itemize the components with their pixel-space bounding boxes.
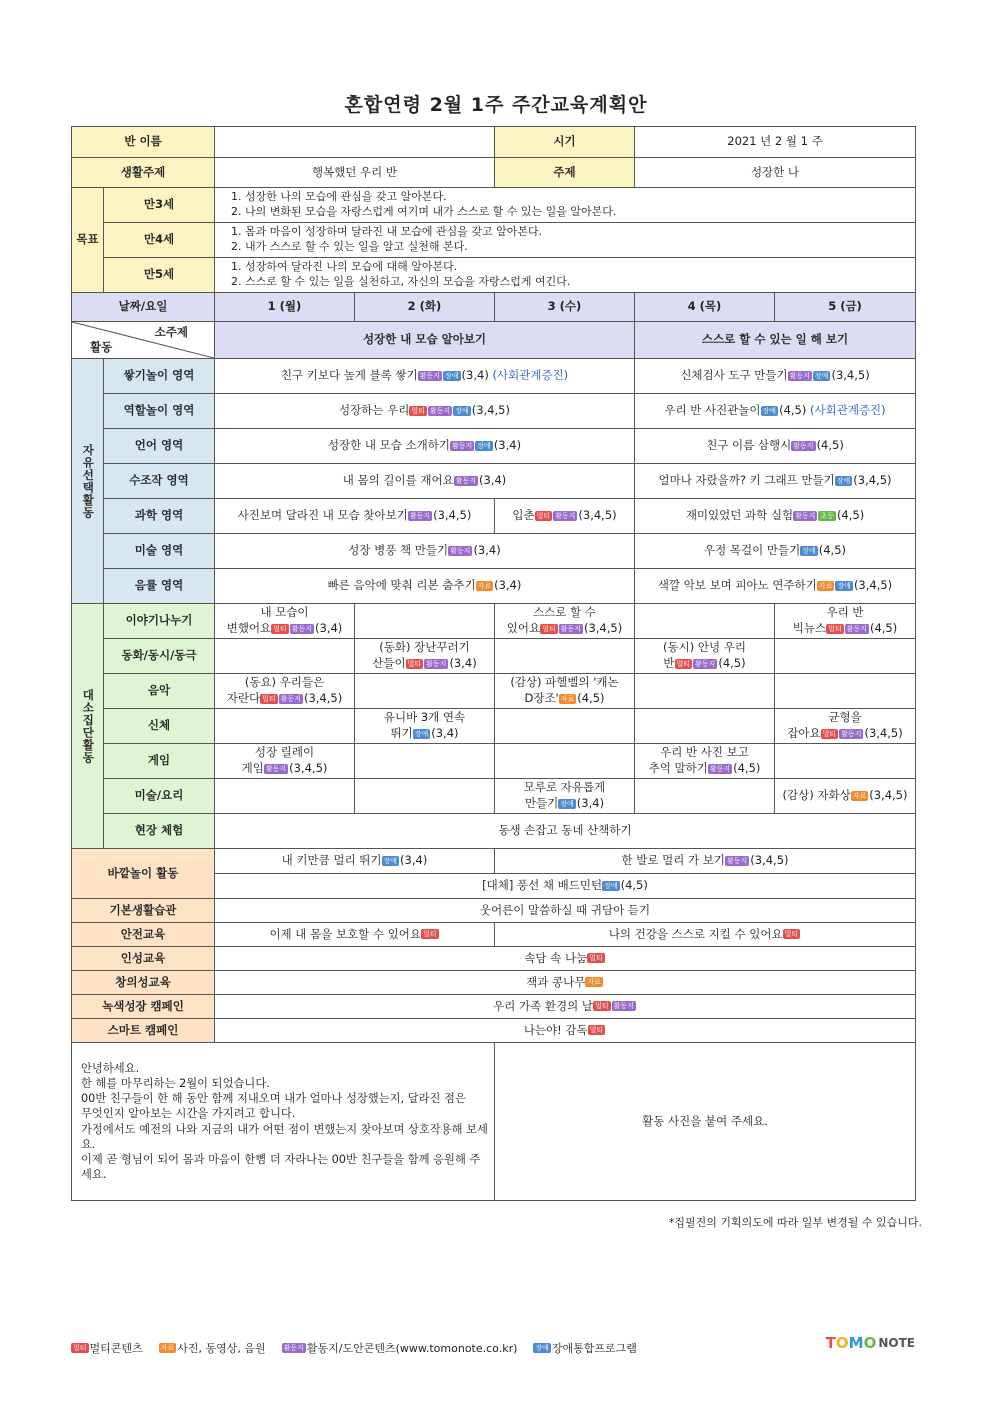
ages: (3,4) bbox=[478, 473, 507, 488]
period-value: 2021 년 2 월 1 주 bbox=[635, 127, 916, 158]
field-trip-label: 현장 체험 bbox=[104, 814, 215, 849]
ages: (4,5) bbox=[620, 878, 648, 893]
goal-line: 2. 내가 스스로 할 수 있는 일을 알고 실천해 본다. bbox=[231, 240, 468, 253]
legend-multi bbox=[71, 1340, 143, 1356]
outdoor-a bbox=[215, 849, 495, 874]
activity-text: 추억 말하기 bbox=[648, 761, 708, 775]
body-wed bbox=[495, 709, 635, 744]
activity-text: 있어요 bbox=[506, 621, 541, 635]
goal-line: 2. 스스로 할 수 있는 일을 실천하고, 자신의 모습을 자랑스럽게 여긴다. bbox=[231, 275, 571, 288]
multi-tag: 멀티 bbox=[589, 1026, 604, 1035]
free-choice-group bbox=[72, 359, 104, 604]
multi-tag: 멀티 bbox=[542, 624, 556, 633]
music-thu bbox=[635, 674, 775, 709]
activity-text: 만들기 bbox=[524, 796, 559, 810]
music-area-a bbox=[215, 569, 635, 604]
activity-text: 스스로 할 수 bbox=[533, 605, 596, 620]
activity-text: 우리 반 사진관놀이 bbox=[664, 403, 761, 418]
ages: (3,4) bbox=[473, 543, 501, 558]
talk-wed bbox=[495, 604, 635, 639]
goal-line: 1. 성장하여 달라진 나의 모습에 대해 알아본다. bbox=[231, 260, 458, 274]
music-fri bbox=[775, 674, 916, 709]
body-tue bbox=[355, 709, 495, 744]
activity-text: (동요) 우리들은 bbox=[244, 675, 325, 690]
subtopic-a: 성장한 내 모습 알아보기 bbox=[215, 322, 635, 359]
talk-tue bbox=[355, 604, 495, 639]
ages: (3,4) bbox=[315, 621, 343, 635]
activity-text: 변했어요 bbox=[226, 621, 272, 635]
multi-tag: 멀티 bbox=[407, 659, 422, 668]
letter-line: 이제 곧 형님이 되어 몸과 마음이 한뼘 더 자라나는 00반 친구들을 함께 응원해 주세요. bbox=[81, 1153, 481, 1182]
subtopic-b: 스스로 할 수 있는 일 해 보기 bbox=[635, 322, 916, 359]
music-wed bbox=[495, 674, 635, 709]
letter-line: 안녕하세요. bbox=[81, 1061, 140, 1075]
activity-text: 잭과 콩나무 bbox=[526, 974, 586, 989]
legend-text: 멀티콘텐츠 bbox=[89, 1342, 143, 1355]
manipulative-area-b bbox=[635, 464, 916, 499]
activity-text: (동시) 안녕 우리 bbox=[663, 640, 746, 655]
disability-tag: 장애 bbox=[414, 729, 429, 738]
ages: (4,5) bbox=[816, 438, 844, 453]
activity-text: 이제 내 몸을 보호할 수 있어요 bbox=[269, 926, 422, 941]
body-thu bbox=[635, 709, 775, 744]
worksheet-tag: 활동지 bbox=[560, 624, 581, 633]
class-name-value[interactable] bbox=[215, 127, 495, 158]
block-area-a bbox=[215, 359, 635, 394]
art-area-b bbox=[635, 534, 916, 569]
activity-text: [대체] 풍선 채 배드민턴 bbox=[482, 878, 603, 893]
worksheet-tag: 활동지 bbox=[280, 694, 301, 703]
activity-text: 나의 건강을 스스로 지킬 수 있어요 bbox=[608, 926, 783, 941]
tomonote-logo bbox=[826, 1334, 915, 1352]
goal-age3-text bbox=[215, 188, 916, 223]
multi-tag: 멀티 bbox=[828, 624, 842, 633]
activity-text: 자란다 bbox=[226, 691, 261, 705]
music-area-label: 음률 영역 bbox=[104, 569, 215, 604]
material-tag: 자료 bbox=[160, 1344, 175, 1352]
period-label: 시기 bbox=[495, 127, 635, 158]
smart-label: 스마트 캠페인 bbox=[72, 1019, 215, 1043]
worksheet-tag: 활동지 bbox=[419, 371, 441, 380]
activity-text: (감상) 자화상 bbox=[782, 788, 851, 803]
language-area-b bbox=[635, 429, 916, 464]
worksheet-tag: 활동지 bbox=[265, 764, 287, 773]
habit-value: 웃어른이 말씀하실 때 귀담아 듣기 bbox=[215, 899, 916, 923]
worksheet-tag: 활동지 bbox=[451, 441, 473, 450]
activity-text: 내 키만큼 멀리 뛰기 bbox=[281, 853, 382, 868]
logo-letter: M bbox=[848, 1334, 864, 1352]
worksheet-tag: 활동지 bbox=[726, 856, 748, 865]
days-label: 날짜/요일 bbox=[72, 293, 215, 322]
legend-text: 장애통합프로그램 bbox=[551, 1342, 637, 1355]
talk-label: 이야기나누기 bbox=[104, 604, 215, 639]
ages: (3,4) bbox=[461, 368, 489, 383]
music-mon bbox=[215, 674, 355, 709]
activity-text: 내 몸의 길이를 재어요 bbox=[342, 473, 454, 488]
life-theme-label: 생활주제 bbox=[72, 158, 215, 188]
worksheet-tag: 활동지 bbox=[613, 1002, 634, 1011]
cook-fri bbox=[775, 779, 916, 814]
letter-line: 한 해를 마무리하는 2월이 되었습니다. bbox=[81, 1076, 270, 1090]
habit-label: 기본생활습관 bbox=[72, 899, 215, 923]
ages: (4,5) bbox=[818, 543, 846, 558]
story-mon bbox=[215, 639, 355, 674]
disclaimer: *집필진의 기획의도에 따라 일부 변경될 수 있습니다. bbox=[668, 1216, 922, 1229]
body-fri bbox=[775, 709, 916, 744]
material-tag: 자료 bbox=[587, 978, 601, 987]
role-area-b bbox=[635, 394, 916, 429]
activity-text: 반 bbox=[663, 656, 675, 670]
worksheet-tag: 활동지 bbox=[695, 659, 716, 668]
ages: (4,5) bbox=[718, 656, 746, 670]
photo-placeholder: 활동 사진을 붙여 주세요. bbox=[495, 1043, 916, 1201]
goal-line: 2. 나의 변화된 모습을 자랑스럽게 여기며 내가 스스로 할 수 있는 일을 알아본다. bbox=[231, 205, 617, 218]
field-trip-value: 동생 손잡고 동네 산책하기 bbox=[215, 814, 916, 849]
ages: (3,4,5) bbox=[853, 473, 892, 488]
art-area-label: 미술 영역 bbox=[104, 534, 215, 569]
material-tag: 자료 bbox=[818, 581, 833, 590]
music-label: 음악 bbox=[104, 674, 215, 709]
game-label: 게임 bbox=[104, 744, 215, 779]
page-title: 혼합연령 2월 1주 주간교육계획안 bbox=[344, 94, 648, 116]
life-theme-value: 행복했던 우리 반 bbox=[215, 158, 495, 188]
worksheet-tag: 활동지 bbox=[789, 371, 810, 380]
music-area-b bbox=[635, 569, 916, 604]
art-cooking-label: 미술/요리 bbox=[104, 779, 215, 814]
letter-line: 00반 친구들이 한 해 동안 함께 지내오며 내가 얼마나 성장했는지, 달라진 점은 bbox=[81, 1092, 466, 1105]
safety-label: 안전교육 bbox=[72, 923, 215, 947]
worksheet-tag: 활동지 bbox=[793, 441, 814, 450]
legend-worksheet bbox=[282, 1340, 518, 1356]
group-activity-label: 대소집단활동 bbox=[81, 688, 96, 764]
green-label: 녹색성장 캠페인 bbox=[72, 995, 215, 1019]
activity-text: 친구 키보다 높게 블록 쌓기 bbox=[280, 368, 418, 383]
social-note: (사회관계증진) bbox=[492, 368, 569, 383]
activity-text: 신체검사 도구 만들기 bbox=[680, 368, 788, 383]
multi-tag: 멀티 bbox=[411, 406, 425, 415]
ages: (4,5) bbox=[869, 621, 898, 635]
multi-tag: 멀티 bbox=[589, 954, 603, 963]
multi-tag: 멀티 bbox=[784, 930, 799, 939]
ages: (3,4,5) bbox=[750, 853, 789, 868]
activity-text: 나는야! 감독 bbox=[523, 1022, 588, 1037]
activity-text: 사진보며 달라진 내 모습 찾아보기 bbox=[237, 508, 408, 523]
subtopic-activity-header bbox=[72, 322, 215, 359]
disability-tag: 장애 bbox=[814, 371, 829, 380]
activity-text: (동화) 장난꾸러기 bbox=[379, 640, 470, 655]
ages: (3,4,5) bbox=[289, 761, 328, 775]
day-wed: 3 (수) bbox=[495, 293, 635, 322]
manipulative-area-label: 수조작 영역 bbox=[104, 464, 215, 499]
activity-text: 산들이 bbox=[372, 656, 406, 670]
activity-text: 게임 bbox=[241, 761, 264, 775]
disability-tag: 장애 bbox=[604, 881, 618, 890]
activity-text: 재미있었던 과학 실험 bbox=[685, 508, 794, 523]
outdoor-c bbox=[215, 874, 916, 899]
activity-text: 색깔 악보 보며 피아노 연주하기 bbox=[657, 578, 817, 593]
creative-value bbox=[215, 971, 916, 995]
activity-text: 우리 반 bbox=[826, 605, 864, 620]
disability-tag: 장애 bbox=[477, 441, 491, 450]
ages: (3,4,5) bbox=[869, 788, 908, 803]
activity-text: 잡아요 bbox=[787, 726, 821, 740]
game-thu bbox=[635, 744, 775, 779]
logo-letter: T bbox=[825, 1334, 836, 1352]
activity-text: 내 모습이 bbox=[260, 605, 309, 620]
multi-tag: 멀티 bbox=[676, 659, 691, 668]
logo-letter: O bbox=[835, 1334, 849, 1352]
manipulative-area-a bbox=[215, 464, 635, 499]
logo-letter: O bbox=[863, 1334, 877, 1352]
multi-tag: 멀티 bbox=[273, 624, 287, 633]
ages: (3,4,5) bbox=[578, 508, 617, 523]
art-area-a bbox=[215, 534, 635, 569]
green-value bbox=[215, 995, 916, 1019]
activity-text: 우리 반 사진 보고 bbox=[660, 745, 749, 760]
ages: (4,5) bbox=[836, 508, 865, 523]
goal-line: 1. 성장한 나의 모습에 관심을 갖고 알아본다. bbox=[231, 190, 447, 204]
smart-value bbox=[215, 1019, 916, 1043]
legend-text[interactable]: 활동지/도안콘텐츠(www.tomonote.co.kr) bbox=[306, 1342, 518, 1355]
creative-label: 창의성교육 bbox=[72, 971, 215, 995]
multi-tag: 멀티 bbox=[423, 930, 437, 939]
worksheet-tag: 활동지 bbox=[409, 511, 431, 520]
activity-text: 유니바 3개 연속 bbox=[383, 710, 466, 725]
weekly-plan-table bbox=[71, 126, 916, 1201]
science-area-c bbox=[495, 499, 635, 534]
safety-a bbox=[215, 923, 495, 947]
legend-disability bbox=[533, 1340, 637, 1356]
legend-material bbox=[159, 1340, 266, 1356]
language-area-a bbox=[215, 429, 635, 464]
story-thu bbox=[635, 639, 775, 674]
block-area-label: 쌓기놀이 영역 bbox=[104, 359, 215, 394]
ages: (4,5) bbox=[733, 761, 761, 775]
science-area-label: 과학 영역 bbox=[104, 499, 215, 534]
body-mon bbox=[215, 709, 355, 744]
outdoor-label: 바깥놀이 활동 bbox=[72, 849, 215, 899]
activity-text: D장조' bbox=[524, 691, 559, 705]
day-mon: 1 (월) bbox=[215, 293, 355, 322]
activity-text: 성장 릴레이 bbox=[254, 745, 315, 760]
story-wed bbox=[495, 639, 635, 674]
goal-age5-label: 만5세 bbox=[104, 258, 215, 293]
ages: (3,4) bbox=[494, 578, 522, 593]
activity-label: 활동 bbox=[90, 340, 113, 355]
activity-text: 우리 가족 환경의 날 bbox=[493, 998, 594, 1013]
day-tue: 2 (화) bbox=[355, 293, 495, 322]
multi-tag: 멀티 bbox=[262, 694, 276, 703]
multi-tag: 멀티 bbox=[73, 1344, 87, 1352]
goal-age5-text bbox=[215, 258, 916, 293]
worksheet-tag: 활동지 bbox=[450, 546, 471, 555]
multi-tag: 멀티 bbox=[536, 511, 551, 520]
story-fri bbox=[775, 639, 916, 674]
ages: (4,5) bbox=[779, 403, 807, 418]
ages: (3,4) bbox=[576, 796, 605, 810]
story-label: 동화/동시/동극 bbox=[104, 639, 215, 674]
goal-age4-text bbox=[215, 223, 916, 258]
ages: (3,4) bbox=[400, 853, 428, 868]
character-value bbox=[215, 947, 916, 971]
disability-tag: 장애 bbox=[836, 476, 851, 485]
ages: (3,4) bbox=[449, 656, 477, 670]
legend-text: 사진, 동영상, 음원 bbox=[177, 1342, 266, 1355]
activity-text: 얼마나 자랐을까? 키 그래프 만들기 bbox=[658, 473, 835, 488]
ages: (3,4,5) bbox=[831, 368, 870, 383]
ages: (3,4,5) bbox=[853, 578, 893, 593]
goal-line: 1. 몸과 마음이 성장하며 달라진 내 모습에 관심을 갖고 알아본다. bbox=[231, 225, 543, 239]
ages: (4,5) bbox=[577, 691, 605, 705]
cook-mon bbox=[215, 779, 355, 814]
theme-value: 성장한 나 bbox=[635, 158, 916, 188]
day-fri: 5 (금) bbox=[775, 293, 916, 322]
story-tue bbox=[355, 639, 495, 674]
parent-letter bbox=[72, 1043, 495, 1201]
talk-fri bbox=[775, 604, 916, 639]
goal-age4-label: 만4세 bbox=[104, 223, 215, 258]
letter-line: 무엇인지 알아보는 시간을 가지려고 합니다. bbox=[81, 1107, 296, 1121]
ages: (3,4) bbox=[431, 726, 459, 740]
disability-tag: 장애 bbox=[445, 371, 459, 380]
letter-line: 가정에서도 예전의 나와 지금의 내가 어떤 점이 변했는지 찾아보며 상호작용해 보세요. bbox=[81, 1122, 488, 1151]
activity-text: 빅뉴스 bbox=[792, 621, 827, 635]
activity-text: 성장 병풍 책 만들기 bbox=[348, 543, 449, 558]
ages: (3,4,5) bbox=[303, 691, 343, 705]
worksheet-tag: 활동지 bbox=[841, 729, 862, 738]
activity-text: 뛰기 bbox=[390, 726, 413, 740]
worksheet-tag: 활동지 bbox=[555, 511, 576, 520]
free-choice-label: 자유선택활동 bbox=[81, 443, 96, 519]
material-tag: 자료 bbox=[852, 791, 867, 800]
disability-tag: 장애 bbox=[535, 1344, 549, 1352]
disability-tag: 장애 bbox=[802, 546, 816, 555]
role-area-label: 역할놀이 영역 bbox=[104, 394, 215, 429]
worksheet-tag: 활동지 bbox=[291, 624, 312, 633]
activity-text: 균형을 bbox=[828, 710, 862, 725]
character-label: 인성교육 bbox=[72, 947, 215, 971]
music-tue bbox=[355, 674, 495, 709]
class-name-label: 반 이름 bbox=[72, 127, 215, 158]
language-area-label: 언어 영역 bbox=[104, 429, 215, 464]
block-area-b bbox=[635, 359, 916, 394]
disability-tag: 장애 bbox=[837, 581, 851, 590]
worksheet-tag: 활동지 bbox=[455, 476, 476, 485]
legend bbox=[71, 1340, 637, 1356]
safety-b bbox=[495, 923, 916, 947]
activity-text: 입춘 bbox=[512, 508, 535, 523]
theme-label: 주제 bbox=[495, 158, 635, 188]
material-tag: 자료 bbox=[477, 581, 492, 590]
worksheet-tag: 활동지 bbox=[846, 624, 867, 633]
social-note: (사회관계증진) bbox=[810, 403, 886, 418]
outdoor-b bbox=[495, 849, 916, 874]
material-tag: 자료 bbox=[560, 694, 575, 703]
activity-text: 한 발로 멀리 가 보기 bbox=[621, 853, 725, 868]
day-thu: 4 (목) bbox=[635, 293, 775, 322]
subtopic-label: 소주제 bbox=[154, 325, 188, 339]
activity-text: 우정 목걸이 만들기 bbox=[704, 543, 801, 558]
game-fri bbox=[775, 744, 916, 779]
activity-text: 모루로 자유롭게 bbox=[523, 780, 606, 795]
disability-tag: 장애 bbox=[762, 406, 777, 415]
worksheet-tag: 활동지 bbox=[426, 659, 447, 668]
logo-letter: NOTE bbox=[878, 1336, 915, 1350]
cook-tue bbox=[355, 779, 495, 814]
science-area-a bbox=[215, 499, 495, 534]
talk-thu bbox=[635, 604, 775, 639]
disability-tag: 장애 bbox=[383, 856, 398, 865]
worksheet-tag: 활동지 bbox=[795, 511, 816, 520]
talk-mon bbox=[215, 604, 355, 639]
goal-age3-label: 만3세 bbox=[104, 188, 215, 223]
activity-text: (감상) 파헬벨의 '캐논 bbox=[510, 675, 619, 690]
cook-wed bbox=[495, 779, 635, 814]
body-label: 신체 bbox=[104, 709, 215, 744]
ages: (3,4,5) bbox=[433, 508, 472, 523]
activity-text: 빠른 음악에 맞춰 리본 춤추기 bbox=[327, 578, 476, 593]
worksheet-tag: 활동지 bbox=[283, 1344, 304, 1352]
worksheet-tag: 활동지 bbox=[429, 406, 451, 415]
game-mon bbox=[215, 744, 355, 779]
ages: (3,4,5) bbox=[864, 726, 903, 740]
activity-text: 친구 이름 삼행시 bbox=[706, 438, 792, 453]
role-area-a bbox=[215, 394, 635, 429]
activity-text: 성장하는 우리 bbox=[339, 403, 410, 418]
disability-tag: 장애 bbox=[560, 799, 574, 808]
ages: (3,4,5) bbox=[583, 621, 623, 635]
elementary-tag: 초등 bbox=[820, 511, 834, 520]
worksheet-tag: 활동지 bbox=[709, 764, 731, 773]
game-wed bbox=[495, 744, 635, 779]
ages: (3,4) bbox=[493, 438, 522, 453]
ages: (3,4,5) bbox=[471, 403, 510, 418]
multi-tag: 멀티 bbox=[822, 729, 837, 738]
activity-text: 성장한 내 모습 소개하기 bbox=[327, 438, 450, 453]
game-tue bbox=[355, 744, 495, 779]
group-activity-group bbox=[72, 604, 104, 849]
multi-tag: 멀티 bbox=[595, 1002, 609, 1011]
science-area-b bbox=[635, 499, 916, 534]
disability-tag: 장애 bbox=[455, 406, 469, 415]
cook-thu bbox=[635, 779, 775, 814]
goals-label: 목표 bbox=[72, 188, 104, 293]
activity-text: 속담 속 나눔 bbox=[524, 950, 588, 965]
